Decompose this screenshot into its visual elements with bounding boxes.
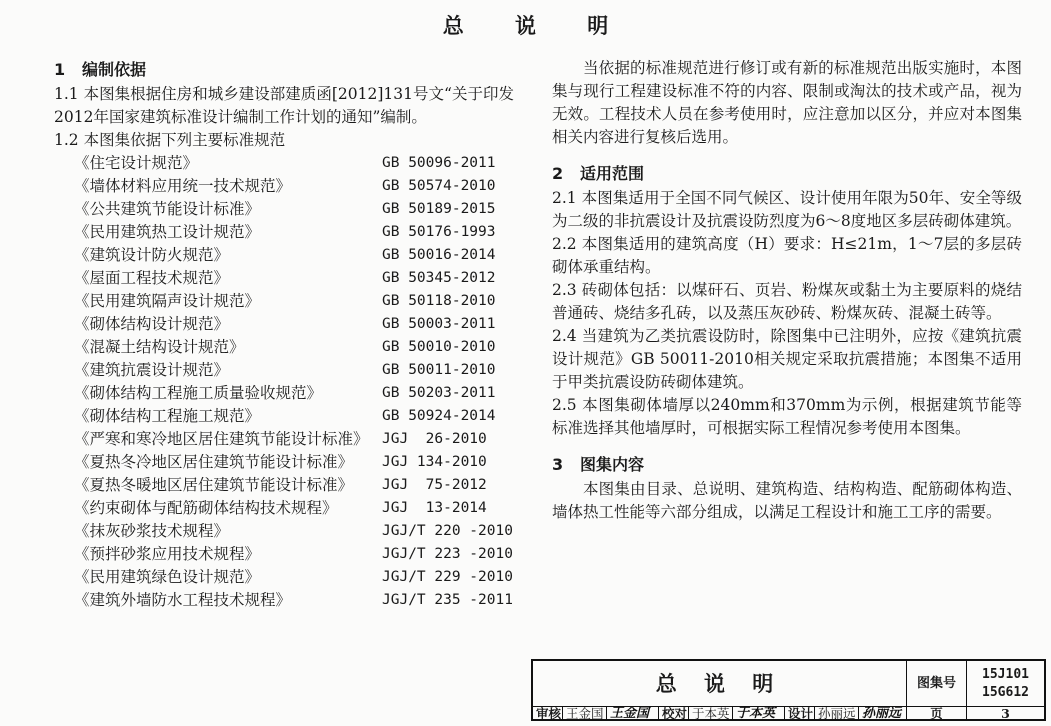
standard-name: 《预拌砂浆应用技术规程》 bbox=[74, 545, 261, 563]
standard-code: JGJ 134-2010 bbox=[382, 454, 487, 470]
standard-code: GB 50016-2014 bbox=[382, 247, 496, 263]
standard-row bbox=[54, 267, 514, 290]
item-2-4: 2.4 当建筑为乙类抗震设防时，除图集中已注明外，应按《建筑抗震设计规范》GB 50011-2010相关规定采取抗震措施；本图集不适用于甲类抗震设防砖砌体建筑。 bbox=[552, 327, 1022, 391]
section-1-number: 1 bbox=[54, 60, 66, 79]
standard-row bbox=[54, 474, 514, 497]
atlas-number-1: 15J101 bbox=[982, 667, 1029, 682]
standard-row bbox=[54, 198, 514, 221]
standard-name: 《砌体结构设计规范》 bbox=[74, 315, 230, 333]
standard-row bbox=[54, 336, 514, 359]
paragraph-1-2: 1.2 本图集依据下列主要标准规范 bbox=[54, 131, 286, 149]
section-3-number: 3 bbox=[552, 455, 564, 474]
item-2-3: 2.3 砖砌体包括：以煤矸石、页岩、粉煤灰或黏土为主要原料的烧结普通砖、烧结多孔砖，以及蒸压灰砂砖、粉煤灰砖、混凝土砖等。 bbox=[552, 281, 1022, 322]
section-3-title: 图集内容 bbox=[580, 455, 645, 474]
page-title: 总 说 明 bbox=[442, 14, 631, 38]
standard-code: GB 50203-2011 bbox=[382, 385, 496, 401]
standard-row bbox=[54, 382, 514, 405]
check-label: 校对 bbox=[659, 707, 689, 719]
standard-code: GB 50574-2010 bbox=[382, 178, 496, 194]
standard-name: 《墙体材料应用统一技术规范》 bbox=[74, 177, 292, 195]
standard-code: GB 50924-2014 bbox=[382, 408, 496, 424]
standard-code: JGJ/T 220 -2010 bbox=[382, 523, 513, 539]
paragraph-1-1: 1.1 本图集根据住房和城乡建设部建质函[2012]131号文“关于印发2012年国家建筑标准设计编制工作计划的通知”编制。 bbox=[54, 85, 514, 126]
standard-code: GB 50345-2012 bbox=[382, 270, 496, 286]
standard-name: 《建筑设计防火规范》 bbox=[74, 246, 230, 264]
standard-name: 《屋面工程技术规范》 bbox=[74, 269, 230, 287]
standards-list bbox=[54, 152, 514, 612]
section-2-heading bbox=[552, 161, 1022, 187]
item-2-1: 2.1 本图集适用于全国不同气候区、设计使用年限为50年、安全等级为二级的非抗震设计及抗震设防烈度为6～8度地区多层砖砌体建筑。 bbox=[552, 189, 1022, 230]
standard-row bbox=[54, 543, 514, 566]
section-1-heading bbox=[54, 57, 514, 83]
standard-row bbox=[54, 221, 514, 244]
section-3-text: 本图集由目录、总说明、建筑构造、结构构造、配筋砌体构造、墙体热工性能等六部分组成，以满足工程设计和施工工序的需要。 bbox=[552, 480, 1022, 521]
standard-code: JGJ 26-2010 bbox=[382, 431, 487, 447]
standard-name: 《砌体结构工程施工规范》 bbox=[74, 407, 261, 425]
standard-name: 《民用建筑热工设计规范》 bbox=[74, 223, 261, 241]
standard-code: GB 50176-1993 bbox=[382, 224, 496, 240]
atlas-number-2: 15G612 bbox=[982, 685, 1029, 700]
left-column bbox=[54, 57, 514, 612]
standard-row bbox=[54, 359, 514, 382]
standard-code: GB 50118-2010 bbox=[382, 293, 496, 309]
intro-paragraph: 当依据的标准规范进行修订或有新的标准规范出版实施时，本图集与现行工程建设标准不符的内容、限制或淘汰的技术或产品，视为无效。工程技术人员在参考使用时，应注意加以区分，并应对本图集相关内容进行复核后选用。 bbox=[552, 59, 1022, 146]
standard-name: 《建筑抗震设计规范》 bbox=[74, 361, 230, 379]
standard-code: GB 50011-2010 bbox=[382, 362, 496, 378]
standard-row bbox=[54, 497, 514, 520]
standard-name: 《夏热冬暖地区居住建筑节能设计标准》 bbox=[74, 476, 354, 494]
section-2-number: 2 bbox=[552, 164, 564, 183]
standard-name: 《抹灰砂浆技术规程》 bbox=[74, 522, 230, 540]
reviewer-signature: 王金国 bbox=[607, 707, 659, 719]
standard-code: JGJ 13-2014 bbox=[382, 500, 487, 516]
standard-code: GB 50189-2015 bbox=[382, 201, 496, 217]
design-label: 设计 bbox=[785, 707, 815, 719]
standard-code: JGJ/T 223 -2010 bbox=[382, 546, 513, 562]
page-label: 页 bbox=[907, 707, 967, 719]
title-block bbox=[531, 659, 1046, 721]
atlas-number bbox=[967, 661, 1044, 707]
reviewer-name: 王金国 bbox=[563, 707, 607, 719]
standard-code: JGJ/T 235 -2011 bbox=[382, 592, 513, 608]
standard-row bbox=[54, 405, 514, 428]
review-label: 审核 bbox=[533, 707, 563, 719]
standard-row bbox=[54, 428, 514, 451]
standard-row bbox=[54, 290, 514, 313]
standard-row bbox=[54, 589, 514, 612]
section-3-heading bbox=[552, 452, 1022, 478]
standard-code: JGJ/T 229 -2010 bbox=[382, 569, 513, 585]
standard-name: 《夏热冬冷地区居住建筑节能设计标准》 bbox=[74, 453, 354, 471]
standard-row bbox=[54, 313, 514, 336]
section-1-title: 编制依据 bbox=[82, 60, 147, 79]
standard-name: 《住宅设计规范》 bbox=[74, 154, 199, 172]
standard-name: 《民用建筑隔声设计规范》 bbox=[74, 292, 261, 310]
standard-row bbox=[54, 244, 514, 267]
standard-code: GB 50096-2011 bbox=[382, 155, 496, 171]
atlas-number-label: 图集号 bbox=[907, 661, 967, 707]
standard-name: 《混凝土结构设计规范》 bbox=[74, 338, 245, 356]
checker-signature: 于本英 bbox=[733, 707, 785, 719]
item-2-5: 2.5 本图集砌体墙厚以240mm和370mm为示例，根据建筑节能等标准选择其他墙厚时，可根据实际工程情况参考使用本图集。 bbox=[552, 396, 1022, 437]
designer-name: 孙丽远 bbox=[815, 707, 859, 719]
standard-code: GB 50010-2010 bbox=[382, 339, 496, 355]
standard-name: 《约束砌体与配筋砌体结构技术规程》 bbox=[74, 499, 338, 517]
standard-row bbox=[54, 152, 514, 175]
signature-row bbox=[533, 707, 1044, 719]
title-block-title: 总 说 明 bbox=[533, 661, 907, 707]
checker-name: 于本英 bbox=[689, 707, 733, 719]
item-2-2: 2.2 本图集适用的建筑高度（H）要求：H≤21m，1～7层的多层砖砌体承重结构。 bbox=[552, 235, 1022, 276]
standard-row bbox=[54, 566, 514, 589]
section-2-title: 适用范围 bbox=[580, 164, 645, 183]
standard-code: GB 50003-2011 bbox=[382, 316, 496, 332]
standard-name: 《建筑外墙防水工程技术规程》 bbox=[74, 591, 292, 609]
standard-row bbox=[54, 175, 514, 198]
standard-name: 《民用建筑绿色设计规范》 bbox=[74, 568, 261, 586]
standard-row bbox=[54, 520, 514, 543]
standard-name: 《公共建筑节能设计标准》 bbox=[74, 200, 261, 218]
right-column bbox=[552, 57, 1022, 524]
standard-name: 《严寒和寒冷地区居住建筑节能设计标准》 bbox=[74, 430, 369, 448]
standard-row bbox=[54, 451, 514, 474]
standard-code: JGJ 75-2012 bbox=[382, 477, 487, 493]
page-number: 3 bbox=[1001, 707, 1010, 719]
designer-signature: 孙丽远 bbox=[859, 707, 907, 719]
standard-name: 《砌体结构工程施工质量验收规范》 bbox=[74, 384, 323, 402]
